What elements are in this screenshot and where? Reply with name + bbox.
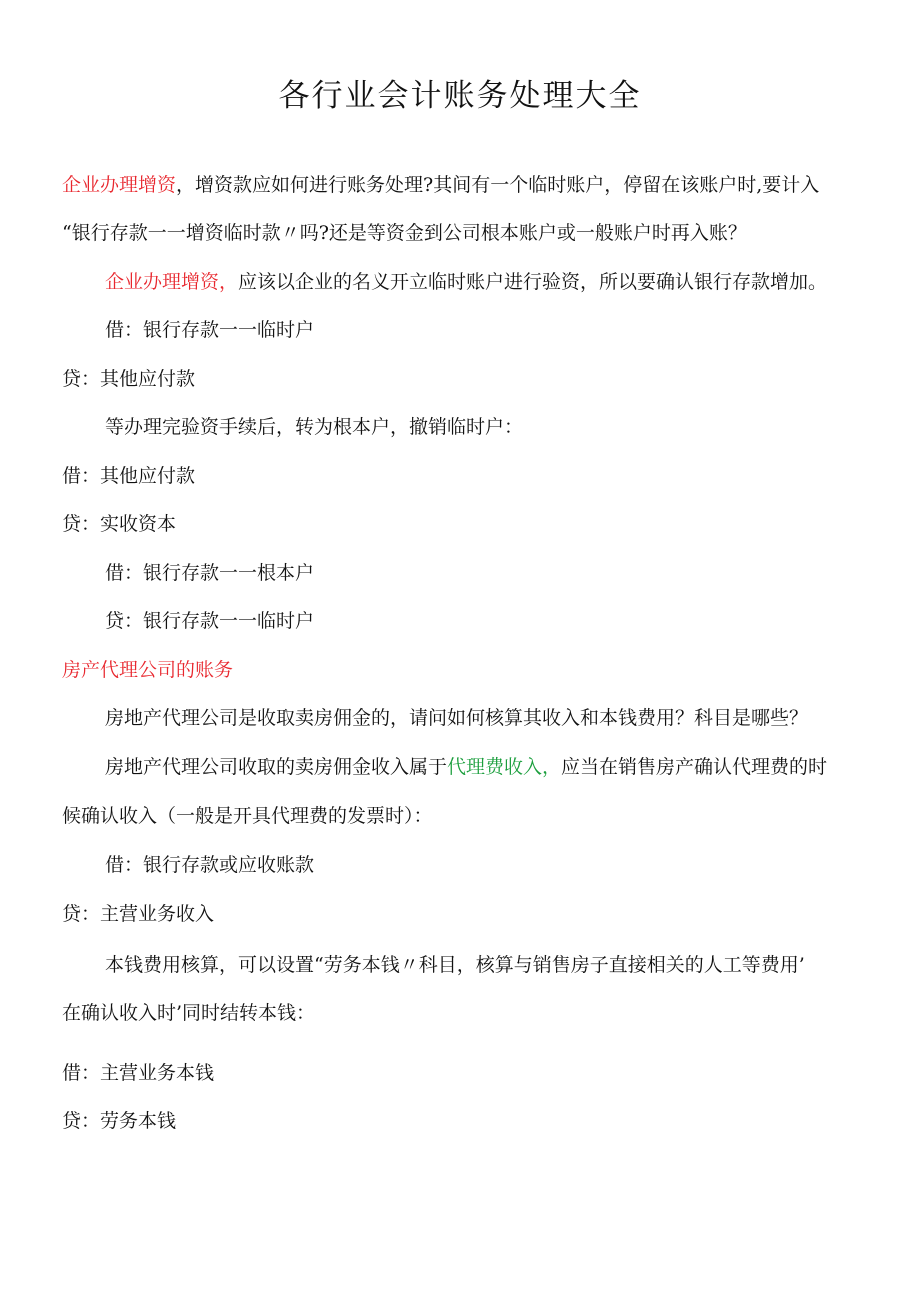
section1-question-line1 bbox=[62, 173, 819, 197]
section1-entry3-debit: 借：银行存款一一根本户 bbox=[105, 562, 315, 584]
section1-entry2-debit: 借：其他应付款 bbox=[62, 465, 196, 487]
section2-heading: 房产代理公司的账务 bbox=[62, 659, 234, 681]
section1-answer-lead: 企业办理增资， bbox=[105, 271, 239, 293]
section2-answer-line2: 候确认收入（一般是开具代理费的发票时）： bbox=[62, 805, 433, 827]
section2-question: 房地产代理公司是收取卖房佣金的，请问如何核算其收入和本钱费用？科目是哪些？ bbox=[105, 707, 809, 729]
section2-entry2-credit: 贷：劳务本钱 bbox=[62, 1110, 177, 1132]
document-title: 各行业会计账务处理大全 bbox=[278, 78, 642, 114]
section2-answer-part1: 房地产代理公司收取的卖房佣金收入属于 bbox=[105, 756, 448, 778]
section2-entry1-credit: 贷：主营业务收入 bbox=[62, 903, 215, 925]
section1-entry2-credit: 贷：实收资本 bbox=[62, 513, 177, 535]
section1-transition: 等办理完验资手续后，转为根本户，撤销临时户： bbox=[105, 416, 524, 438]
section1-entry1-debit: 借：银行存款一一临时户 bbox=[105, 319, 315, 341]
section1-heading: 企业办理增资 bbox=[62, 174, 177, 196]
section2-answer-highlight: 代理费收入， bbox=[447, 756, 562, 778]
section2-entry1-debit: 借：银行存款或应收账款 bbox=[105, 854, 315, 876]
section1-question-rest: ，增资款应如何进行账务处理?其间有一个临时账户，停留在该账户时,要计入 bbox=[176, 174, 820, 196]
section2-cost-line1: 本钱费用核算，可以设置“劳务本钱〃科目，核算与销售房子直接相关的人工等费用’ bbox=[105, 954, 805, 976]
section1-entry3-credit: 贷：银行存款一一临时户 bbox=[105, 610, 315, 632]
section2-answer-line1 bbox=[105, 755, 827, 779]
section2-answer-part2: 应当在销售房产确认代理费的时 bbox=[561, 756, 828, 778]
section1-answer bbox=[105, 270, 827, 294]
section1-entry1-credit: 贷：其他应付款 bbox=[62, 368, 196, 390]
section2-entry2-debit: 借：主营业务本钱 bbox=[62, 1062, 215, 1084]
section1-question-line2: “银行存款一一增资临时款〃吗?还是等资金到公司根本账户或一般账户时再入账？ bbox=[62, 222, 747, 244]
section2-cost-line2: 在确认收入时’同时结转本钱： bbox=[62, 1002, 316, 1024]
section1-answer-rest: 应该以企业的名义开立临时账户进行验资，所以要确认银行存款增加。 bbox=[238, 271, 828, 293]
